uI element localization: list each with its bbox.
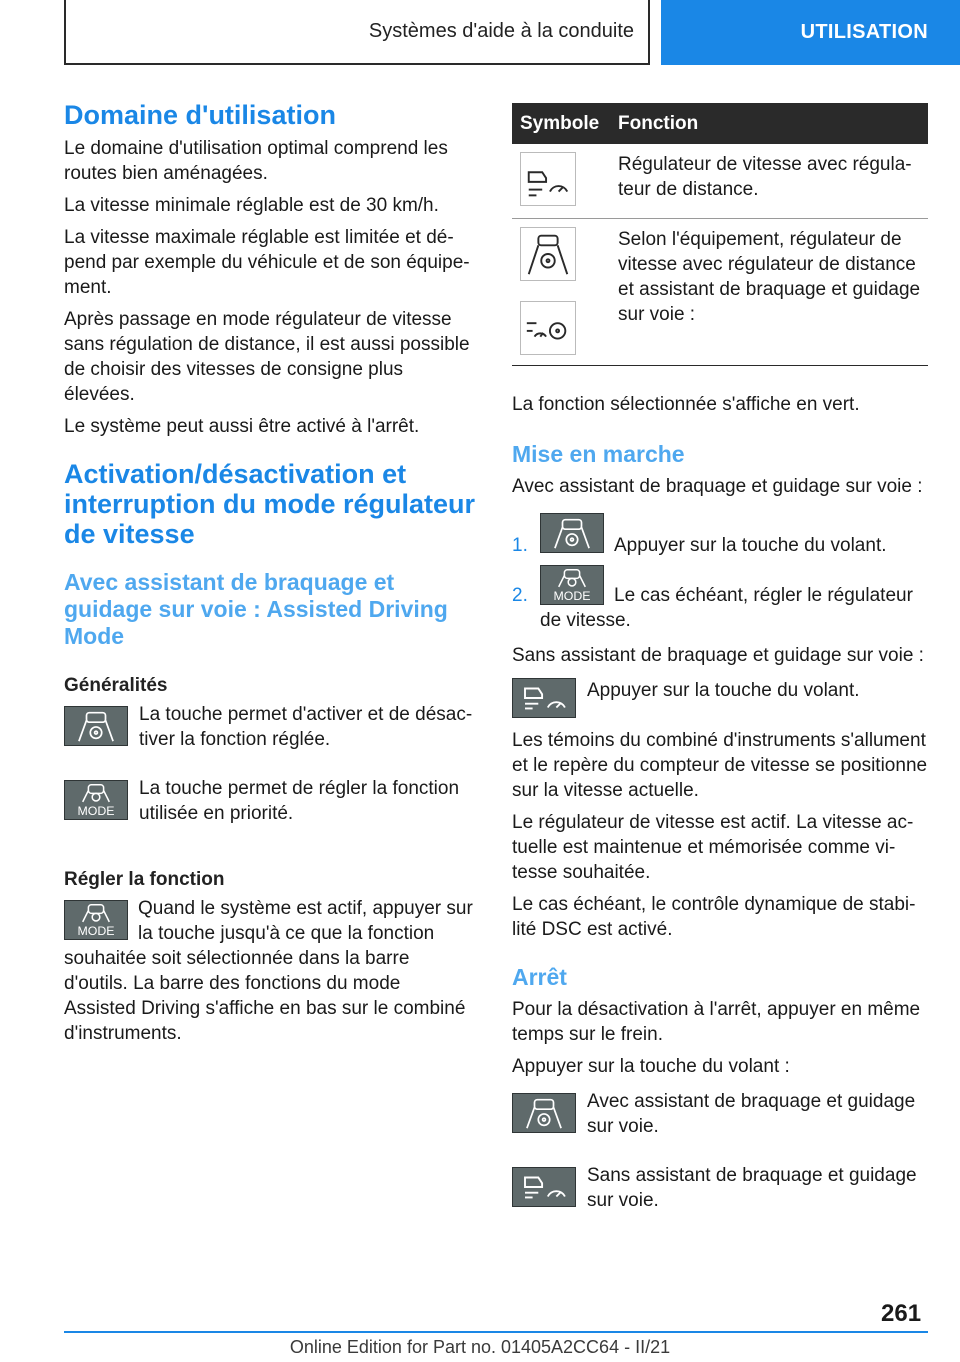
heading-general: Généralités	[64, 675, 168, 696]
paragraph: Après passage en mode régulateur de vitesse sans régulation de distance, il est aussi possible de choisir des vitesses de consigne plus élevées.	[64, 309, 470, 405]
header-section: Systèmes d'aide à la conduite	[64, 0, 650, 65]
cruise-steering-icon	[520, 301, 576, 355]
page-number: 261	[881, 1300, 922, 1327]
table-row	[512, 144, 928, 218]
distance-cruise-icon	[512, 678, 576, 718]
icon-description: Avec assistant de braquage et guidage sur voie.	[587, 1090, 916, 1137]
steering-assist-icon	[520, 227, 576, 281]
table-cell-function: Régulateur de vitesse avec régulateur de distance.	[618, 154, 912, 200]
function-table	[512, 103, 928, 366]
paragraph: Sans assistant de braquage et guidage sur voie :	[512, 644, 924, 666]
steering-assist-icon	[512, 1093, 576, 1133]
paragraph: Quand le système est actif, appuyer sur la touche jusqu'à ce que la fonction souhaitée soit sélectionnée dans la barre d'outils. La barre des fonctions du mode Assisted Driving s'affiche en bas sur le combiné d'instruments.	[64, 898, 473, 1044]
table-row	[512, 218, 928, 365]
table-header	[512, 103, 928, 144]
icon-description: Appuyer sur la touche du volant.	[587, 679, 860, 701]
list-number: 1.	[512, 534, 528, 556]
header-chapter-tab[interactable]: UTILISATION	[661, 0, 960, 65]
list-text: Appuyer sur la touche du volant.	[614, 534, 887, 556]
icon-description: Sans assistant de braquage et guidage sur voie.	[587, 1164, 917, 1211]
mode-label: MODE	[77, 924, 115, 939]
paragraph: Le domaine d'utilisation optimal comprend les routes bien aménagées.	[64, 138, 448, 184]
icon-description: La touche permet de régler la fonction utilisée en priorité.	[139, 778, 460, 824]
table-header-symbol: Symbole	[512, 103, 610, 144]
icon-row-assist-button	[64, 702, 476, 772]
paragraph: Le système peut aussi être activé à l'arrêt.	[64, 416, 420, 437]
list-number: 2.	[512, 584, 528, 606]
mode-button-icon	[64, 900, 128, 940]
distance-cruise-icon	[512, 1167, 576, 1207]
mode-label: MODE	[553, 588, 591, 603]
distance-cruise-icon	[520, 152, 576, 206]
mode-button-icon	[64, 780, 128, 820]
footer-edition[interactable]: Online Edition for Part no. 01405A2CC64 - II/21	[289, 1337, 671, 1357]
paragraph: La vitesse minimale réglable est de 30 km/h.	[64, 195, 439, 216]
paragraph: La vitesse maximale réglable est limitée et dépend par exemple du véhicule et de son équipement.	[64, 227, 470, 298]
footer-divider	[64, 1331, 928, 1333]
paragraph: Les témoins du combiné d'instruments s'allument et le repère du compteur de vitesse se positionne sur la vitesse actuelle.	[512, 729, 928, 801]
icon-row-mode-button	[64, 776, 476, 866]
icon-description: La touche permet d'activer et de désactiver la fonction réglée.	[139, 704, 473, 750]
mode-label: MODE	[77, 804, 115, 819]
paragraph: Pour la désactivation à l'arrêt, appuyer en même temps sur le frein.	[512, 998, 921, 1045]
heading-activation: Activation/désactivation et interruption du mode régulateur de vitesse	[64, 459, 476, 549]
icon-row-stop-cruise	[512, 1163, 928, 1223]
steering-assist-icon	[540, 513, 604, 553]
heading-domain: Domaine d'utilisation	[64, 100, 336, 130]
list-item	[512, 565, 928, 643]
heading-stop: Arrêt	[512, 963, 567, 990]
heading-assisted-driving: Avec assistant de braquage et guidage sur voie : Assisted Driving Mode	[64, 569, 448, 649]
paragraph: Le cas échéant, le contrôle dynamique de stabilité DSC est activé.	[512, 893, 916, 940]
paragraph: La fonction sélectionnée s'affiche en vert.	[512, 393, 860, 415]
list-item	[512, 513, 928, 565]
icon-row-stop-assist	[512, 1089, 928, 1163]
list-text: Le cas échéant, régler le régulateur de vitesse.	[540, 584, 913, 631]
table-header-function: Fonction	[610, 103, 928, 144]
steering-assist-icon	[64, 706, 128, 746]
paragraph: Le régulateur de vitesse est actif. La vitesse actuelle est maintenue et mémorisée comme vitesse souhaitée.	[512, 811, 914, 883]
paragraph: Appuyer sur la touche du volant :	[512, 1055, 790, 1077]
set-function-block	[64, 896, 476, 1046]
right-column	[512, 103, 928, 1223]
paragraph: Avec assistant de braquage et guidage sur voie :	[512, 475, 923, 497]
table-cell-function: Selon l'équipement, régulateur de vitesse avec régulateur de distance et assistant de braquage et guidage sur voie :	[618, 228, 921, 325]
left-column	[64, 100, 476, 1046]
heading-start: Mise en marche	[512, 440, 685, 467]
heading-set-function: Régler la fonction	[64, 869, 225, 890]
icon-row-cruise-button	[512, 678, 928, 728]
